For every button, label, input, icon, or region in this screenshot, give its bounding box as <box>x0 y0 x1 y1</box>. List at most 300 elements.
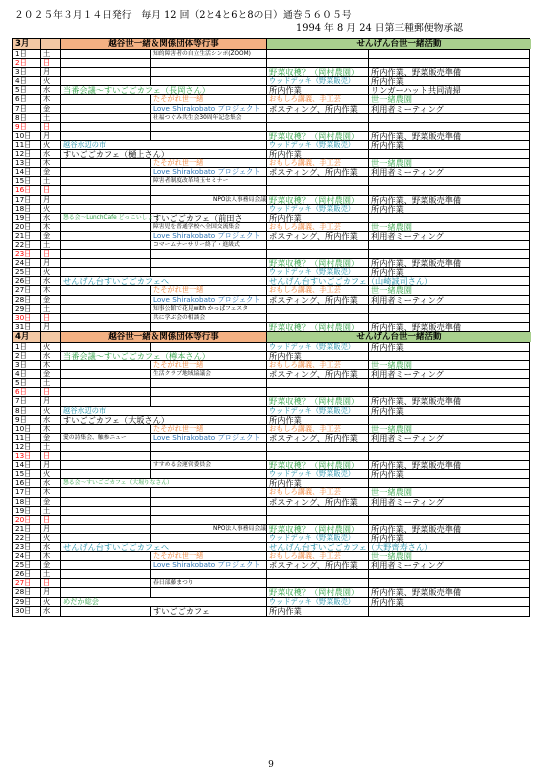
table-row <box>13 232 529 241</box>
activity-main-cell <box>267 570 369 578</box>
weekday-cell: 日 <box>41 59 61 67</box>
left-event: 越谷水辺の市 <box>63 405 107 415</box>
left-event-a <box>61 443 151 451</box>
left-event-b: たそがれ世一緒 <box>153 285 204 295</box>
weekday-cell: 水 <box>41 214 61 222</box>
activity-main-cell <box>267 186 369 194</box>
partner-events-cell <box>61 150 267 158</box>
activity-main-cell: ウッドデッキ（野菜販売） <box>267 470 369 478</box>
date-cell: 8日 <box>13 407 41 415</box>
activity-sub-cell: 所内作業、野菜販売準備 <box>371 523 462 534</box>
table-row <box>13 305 529 314</box>
activity-sub-cell: 所内作業 <box>371 267 404 278</box>
activity-main-cell: 野菜収穫？（岡村農園） <box>267 323 369 331</box>
left-event-b: 障害児を普通学校へ全国交流集会 <box>153 223 240 230</box>
weekday-cell: 水 <box>41 352 61 360</box>
activity-main-cell: ポスティング、所内作業 <box>267 296 369 304</box>
weekday-cell: 日 <box>41 186 61 194</box>
weekday-header <box>41 39 61 49</box>
left-event-b <box>151 488 267 496</box>
left-event-a <box>61 552 151 560</box>
partner-events-cell <box>61 296 267 304</box>
activity-sub-cell <box>369 416 531 424</box>
activity-sub-cell <box>369 50 531 58</box>
date-cell: 19日 <box>13 214 41 222</box>
partner-events-cell <box>61 516 267 524</box>
table-row <box>13 370 529 379</box>
left-event-b: たそがれ世一緒 <box>153 423 204 433</box>
activity-sub-cell: 利用者ミーティング <box>371 103 444 114</box>
table-row <box>13 607 529 616</box>
left-event-b <box>151 516 267 524</box>
partner-events-cell <box>61 498 267 506</box>
activity-sub-cell: 所内作業、野菜販売準備 <box>371 130 462 141</box>
activity-main-cell: おもしろ講義、手工芸 <box>267 159 369 167</box>
activity-sub-cell <box>369 114 531 122</box>
left-event-b <box>151 68 267 76</box>
date-cell: 2日 <box>13 59 41 67</box>
activity-sub-cell <box>369 186 531 194</box>
weekday-cell: 火 <box>41 343 61 351</box>
partner-events-cell <box>61 268 267 276</box>
left-event-b <box>151 323 267 331</box>
activity-main-cell: 所内作業 <box>267 86 369 94</box>
weekday-cell: 月 <box>41 196 61 204</box>
date-cell: 22日 <box>13 241 41 249</box>
activity-sub-cell <box>369 314 531 322</box>
activity-main-cell: ウッドデッキ（野菜販売） <box>267 268 369 276</box>
activity-main-cell: ポスティング、所内作業 <box>267 370 369 378</box>
weekday-cell: 水 <box>41 479 61 487</box>
left-event-b: Love Shirakobato プロジェクト <box>153 294 261 304</box>
left-event-b <box>151 507 267 515</box>
schedule-table <box>12 38 530 617</box>
date-cell: 13日 <box>13 452 41 460</box>
date-cell: 29日 <box>13 305 41 313</box>
partner-events-cell <box>61 77 267 85</box>
section-header <box>13 39 529 50</box>
date-cell: 15日 <box>13 470 41 478</box>
left-event-a <box>61 105 151 113</box>
weekday-cell: 火 <box>41 470 61 478</box>
date-cell: 18日 <box>13 498 41 506</box>
activity-sub-cell: 所内作業、野菜販売準備 <box>371 321 462 332</box>
activity-sub-cell: 所内作業 <box>371 76 404 87</box>
left-event-b: 共に学ぶ会の相談会 <box>153 314 206 321</box>
activity-main-cell: おもしろ講義、手工芸 <box>267 223 369 231</box>
left-event: 懇る会～すいごごカフェ（大堀りなさん） <box>63 480 173 487</box>
left-event-b: Love Shirakobato プロジェクト <box>153 103 261 113</box>
activity-sub-cell: 世一緒農園 <box>371 158 412 169</box>
date-cell: 16日 <box>13 186 41 194</box>
partner-events-cell <box>61 470 267 478</box>
left-event-b: すいごごカフェ <box>153 605 210 616</box>
left-event-b <box>151 452 267 460</box>
weekday-cell: 土 <box>41 507 61 515</box>
date-cell: 21日 <box>13 232 41 240</box>
activity-main-cell: 野菜収穫？（岡村農園） <box>267 461 369 469</box>
partner-events-cell <box>61 123 267 131</box>
date-cell: 3日 <box>13 361 41 369</box>
left-event-a <box>61 534 151 542</box>
activity-sub-cell: 所内作業 <box>371 596 404 607</box>
date-cell: 17日 <box>13 488 41 496</box>
activity-main-cell <box>267 123 369 131</box>
left-event-a <box>61 186 151 194</box>
weekday-cell: 水 <box>41 543 61 551</box>
left-event-a <box>61 241 151 249</box>
activity-sub-cell <box>369 150 531 158</box>
activity-main-cell: ウッドデッキ（野菜販売） <box>267 534 369 542</box>
activity-sub-cell: リンガーハット共同清掃 <box>371 85 461 96</box>
partner-events-cell <box>61 361 267 369</box>
date-cell: 11日 <box>13 434 41 442</box>
partner-events-cell <box>61 479 267 487</box>
partner-events-cell <box>61 598 267 606</box>
activity-main-cell <box>267 452 369 460</box>
weekday-cell: 月 <box>41 132 61 140</box>
date-cell: 13日 <box>13 159 41 167</box>
activity-sub-cell <box>369 277 531 285</box>
weekday-cell: 火 <box>41 77 61 85</box>
activity-sub-cell <box>369 579 531 587</box>
left-event: すいごごカフェ（樋上さん） <box>63 149 170 160</box>
activity-main-cell: ポスティング、所内作業 <box>267 498 369 506</box>
activity-main-cell: 野菜収穫？（岡村農園） <box>267 259 369 267</box>
left-event: 当番会議～すいごごカフェ（長岡さん） <box>63 85 210 96</box>
left-event-a <box>61 159 151 167</box>
partner-events-cell <box>61 343 267 351</box>
left-event-a <box>61 305 151 313</box>
date-cell: 14日 <box>13 168 41 176</box>
partner-events-cell <box>61 607 267 616</box>
right-column-title: せんげん台世一緒活動 <box>267 332 531 342</box>
activity-main-cell: 所内作業 <box>267 607 369 616</box>
activity-main-cell <box>267 177 369 185</box>
weekday-cell: 木 <box>41 488 61 496</box>
weekday-cell: 火 <box>41 205 61 213</box>
weekday-cell: 金 <box>41 370 61 378</box>
activity-main-cell <box>267 388 369 396</box>
partner-events-cell <box>61 159 267 167</box>
left-event: 越谷水辺の市 <box>63 139 107 149</box>
date-cell: 12日 <box>13 443 41 451</box>
date-cell: 10日 <box>13 425 41 433</box>
weekday-cell: 火 <box>41 598 61 606</box>
weekday-cell: 土 <box>41 50 61 58</box>
partner-events-cell <box>61 214 267 222</box>
partner-events-cell <box>61 196 267 204</box>
activity-main-cell: ウッドデッキ（野菜販売） <box>267 343 369 351</box>
weekday-cell: 火 <box>41 407 61 415</box>
weekday-cell: 金 <box>41 232 61 240</box>
activity-main-cell <box>267 114 369 122</box>
date-cell: 21日 <box>13 525 41 533</box>
left-event: 当番会議～すいごごカフェ（樽本さん） <box>63 351 210 361</box>
activity-sub-cell: 所内作業 <box>371 469 404 480</box>
left-event-a <box>61 579 151 587</box>
activity-main-cell: ポスティング、所内作業 <box>267 561 369 569</box>
activity-sub-cell: 所内作業、野菜販売準備 <box>371 587 462 598</box>
left-event-b: 知的障害者の自立生活シンポ(ZOOM) <box>153 51 251 57</box>
date-cell: 1日 <box>13 50 41 58</box>
left-event-a <box>61 59 151 67</box>
activity-sub-cell <box>369 607 531 616</box>
activity-sub-cell <box>369 352 531 360</box>
partner-events-cell <box>61 50 267 58</box>
activity-sub-cell: 所内作業、野菜販売準備 <box>371 194 462 205</box>
weekday-cell: 月 <box>41 588 61 596</box>
weekday-cell: 月 <box>41 323 61 331</box>
left-event: せんげん台すいごごカフェへ <box>63 541 170 552</box>
weekday-cell: 水 <box>41 277 61 285</box>
date-cell: 28日 <box>13 296 41 304</box>
activity-sub-cell: 利用者ミーティング <box>371 230 444 241</box>
table-row <box>13 323 529 332</box>
activity-sub-cell: 世一緒農園 <box>371 423 412 434</box>
partner-events-cell <box>61 68 267 76</box>
weekday-cell: 火 <box>41 268 61 276</box>
partner-events-cell <box>61 507 267 515</box>
table-row <box>13 296 529 305</box>
partner-events-cell <box>61 105 267 113</box>
activity-sub-cell: 利用者ミーティング <box>371 496 444 507</box>
left-event-a <box>61 268 151 276</box>
weekday-cell: 月 <box>41 259 61 267</box>
left-event-a <box>61 343 151 351</box>
date-cell: 7日 <box>13 397 41 405</box>
left-event-a <box>61 123 151 131</box>
activity-main-cell <box>267 379 369 387</box>
date-cell: 25日 <box>13 268 41 276</box>
partner-events-cell <box>61 259 267 267</box>
partner-events-cell <box>61 543 267 551</box>
activity-main-cell: 野菜収穫？（岡村農園） <box>267 196 369 204</box>
date-cell: 7日 <box>13 105 41 113</box>
partner-events-cell <box>61 277 267 285</box>
date-cell: 11日 <box>13 141 41 149</box>
date-cell: 1日 <box>13 343 41 351</box>
activity-main-cell: 所内作業 <box>267 352 369 360</box>
partner-events-cell <box>61 250 267 258</box>
weekday-cell: 土 <box>41 379 61 387</box>
weekday-cell: 土 <box>41 443 61 451</box>
activity-main-cell <box>267 241 369 249</box>
activity-main-cell <box>267 443 369 451</box>
left-event: せんげん台すいごごカフェへ <box>63 276 170 287</box>
partner-events-cell <box>61 452 267 460</box>
date-cell: 15日 <box>13 177 41 185</box>
weekday-cell: 木 <box>41 552 61 560</box>
left-event-a <box>61 370 151 378</box>
weekday-cell: 木 <box>41 95 61 103</box>
table-row <box>13 177 529 186</box>
partner-events-cell <box>61 488 267 496</box>
activity-main-cell: ポスティング、所内作業 <box>267 232 369 240</box>
weekday-cell: 金 <box>41 561 61 569</box>
partner-events-cell <box>61 388 267 396</box>
date-cell: 9日 <box>13 416 41 424</box>
left-event-a <box>61 259 151 267</box>
weekday-cell: 火 <box>41 534 61 542</box>
partner-events-cell <box>61 205 267 213</box>
activity-sub-cell: 世一緒農園 <box>371 221 412 232</box>
partner-events-cell <box>61 534 267 542</box>
left-event-b <box>151 570 267 578</box>
activity-main-cell: 所内作業 <box>267 214 369 222</box>
partner-events-cell <box>61 525 267 533</box>
left-event-b: 障害者制度改革埼玉セミナー <box>153 178 229 185</box>
weekday-cell: 土 <box>41 305 61 313</box>
activity-sub-cell: 利用者ミーティング <box>371 369 444 380</box>
activity-sub-cell: 利用者ミーティング <box>371 167 444 178</box>
date-cell: 29日 <box>13 598 41 606</box>
left-event-a <box>61 232 151 240</box>
left-event-a <box>61 205 151 213</box>
date-cell: 2日 <box>13 352 41 360</box>
activity-main-cell: おもしろ講義、手工芸 <box>267 425 369 433</box>
partner-events-cell <box>61 95 267 103</box>
date-cell: 10日 <box>13 132 41 140</box>
activity-sub-cell: 世一緒農園 <box>371 551 412 562</box>
activity-sub-cell <box>369 443 531 451</box>
activity-main-cell <box>267 59 369 67</box>
activity-main-cell: せんげん台すいごごカフェ（大野齊寿さん） <box>269 541 433 552</box>
left-event-a <box>61 588 151 596</box>
activity-sub-cell <box>369 241 531 249</box>
date-cell: 4日 <box>13 77 41 85</box>
weekday-cell: 日 <box>41 579 61 587</box>
date-cell: 8日 <box>13 114 41 122</box>
date-cell: 23日 <box>13 250 41 258</box>
date-cell: 26日 <box>13 277 41 285</box>
activity-sub-cell <box>369 177 531 185</box>
date-cell: 14日 <box>13 461 41 469</box>
left-event-b: たそがれ世一緒 <box>153 360 204 370</box>
partner-events-cell <box>61 314 267 322</box>
left-event-b <box>151 397 267 405</box>
partner-events-cell <box>61 552 267 560</box>
left-event-b <box>151 388 267 396</box>
left-event-b: たそがれ世一緒 <box>153 94 204 104</box>
right-column-title: せんげん台世一緒活動 <box>267 39 531 49</box>
weekday-cell: 水 <box>41 607 61 616</box>
activity-sub-cell <box>369 379 531 387</box>
left-event-a <box>61 516 151 524</box>
date-cell: 3日 <box>13 68 41 76</box>
date-cell: 31日 <box>13 323 41 331</box>
activity-sub-cell: 所内作業 <box>371 532 404 543</box>
left-event-b: Love Shirakobato プロジェクト <box>153 167 261 177</box>
left-event-b: コマームナーサリー終了・進級式 <box>153 241 240 248</box>
left-event-b <box>151 268 267 276</box>
table-row <box>13 379 529 388</box>
activity-sub-cell <box>369 452 531 460</box>
date-cell: 18日 <box>13 205 41 213</box>
left-event-b <box>151 77 267 85</box>
weekday-cell: 金 <box>41 434 61 442</box>
activity-main-cell <box>267 305 369 313</box>
left-event-b <box>151 534 267 542</box>
partner-events-cell <box>61 141 267 149</box>
left-event-a <box>61 507 151 515</box>
partner-events-cell <box>61 397 267 405</box>
page-number: 9 <box>268 760 274 770</box>
table-row <box>13 168 529 177</box>
weekday-cell: 日 <box>41 314 61 322</box>
left-event-b <box>151 343 267 351</box>
month-label: 4月 <box>13 332 41 342</box>
partner-events-cell <box>61 323 267 331</box>
left-event-a <box>61 68 151 76</box>
table-row <box>13 241 529 250</box>
partner-events-cell <box>61 132 267 140</box>
date-cell: 20日 <box>13 516 41 524</box>
left-column-title: 越谷世一緒＆関係団体等行事 <box>61 39 267 49</box>
weekday-cell: 火 <box>41 141 61 149</box>
left-event-a <box>61 250 151 258</box>
date-cell: 5日 <box>13 379 41 387</box>
date-cell: 6日 <box>13 95 41 103</box>
activity-main-cell: ウッドデッキ（野菜販売） <box>267 407 369 415</box>
activity-main-cell: おもしろ講義、手工芸 <box>267 361 369 369</box>
left-event-a <box>61 379 151 387</box>
left-event-a <box>61 561 151 569</box>
left-event-b <box>151 205 267 213</box>
partner-events-cell <box>61 59 267 67</box>
partner-events-cell <box>61 177 267 185</box>
date-cell: 27日 <box>13 286 41 294</box>
weekday-cell: 金 <box>41 296 61 304</box>
activity-sub-cell: 所内作業、野菜販売準備 <box>371 460 462 471</box>
left-event-a <box>61 498 151 506</box>
left-event-b <box>151 443 267 451</box>
activity-main-cell: 所内作業 <box>267 416 369 424</box>
partner-events-cell <box>61 416 267 424</box>
weekday-cell: 木 <box>41 159 61 167</box>
left-event-a <box>61 132 151 140</box>
partner-events-cell <box>61 379 267 387</box>
left-event-b <box>151 59 267 67</box>
partner-events-cell <box>61 370 267 378</box>
weekday-cell: 水 <box>41 150 61 158</box>
left-event-a <box>61 323 151 331</box>
left-event-a <box>61 168 151 176</box>
weekday-cell: 日 <box>41 516 61 524</box>
activity-sub-cell <box>369 570 531 578</box>
date-cell: 6日 <box>13 388 41 396</box>
table-row <box>13 50 529 59</box>
left-event-b: 社福つぐみ共生会30周年記念集会 <box>153 114 242 121</box>
activity-sub-cell <box>369 250 531 258</box>
date-cell: 24日 <box>13 259 41 267</box>
left-event-a <box>61 50 151 58</box>
activity-main-cell <box>267 516 369 524</box>
partner-events-cell <box>61 352 267 360</box>
left-event-b: たそがれ世一緒 <box>153 551 204 561</box>
left-event: すいごごカフェ（大坂さん） <box>63 414 170 425</box>
publication-header: ２０２５年３月１４日発行 毎月 12 回（2と4と6と8の日）通巻５６０５号 <box>14 10 352 21</box>
left-event: めだか総会 <box>63 596 99 606</box>
partner-events-cell <box>61 223 267 231</box>
activity-main-cell: せんげん台すいごごカフェ（山崎誠司さん） <box>269 276 433 287</box>
weekday-cell: 木 <box>41 361 61 369</box>
weekday-cell: 月 <box>41 397 61 405</box>
left-event-a <box>61 388 151 396</box>
date-cell: 5日 <box>13 86 41 94</box>
partner-events-cell <box>61 570 267 578</box>
left-event-a <box>61 77 151 85</box>
